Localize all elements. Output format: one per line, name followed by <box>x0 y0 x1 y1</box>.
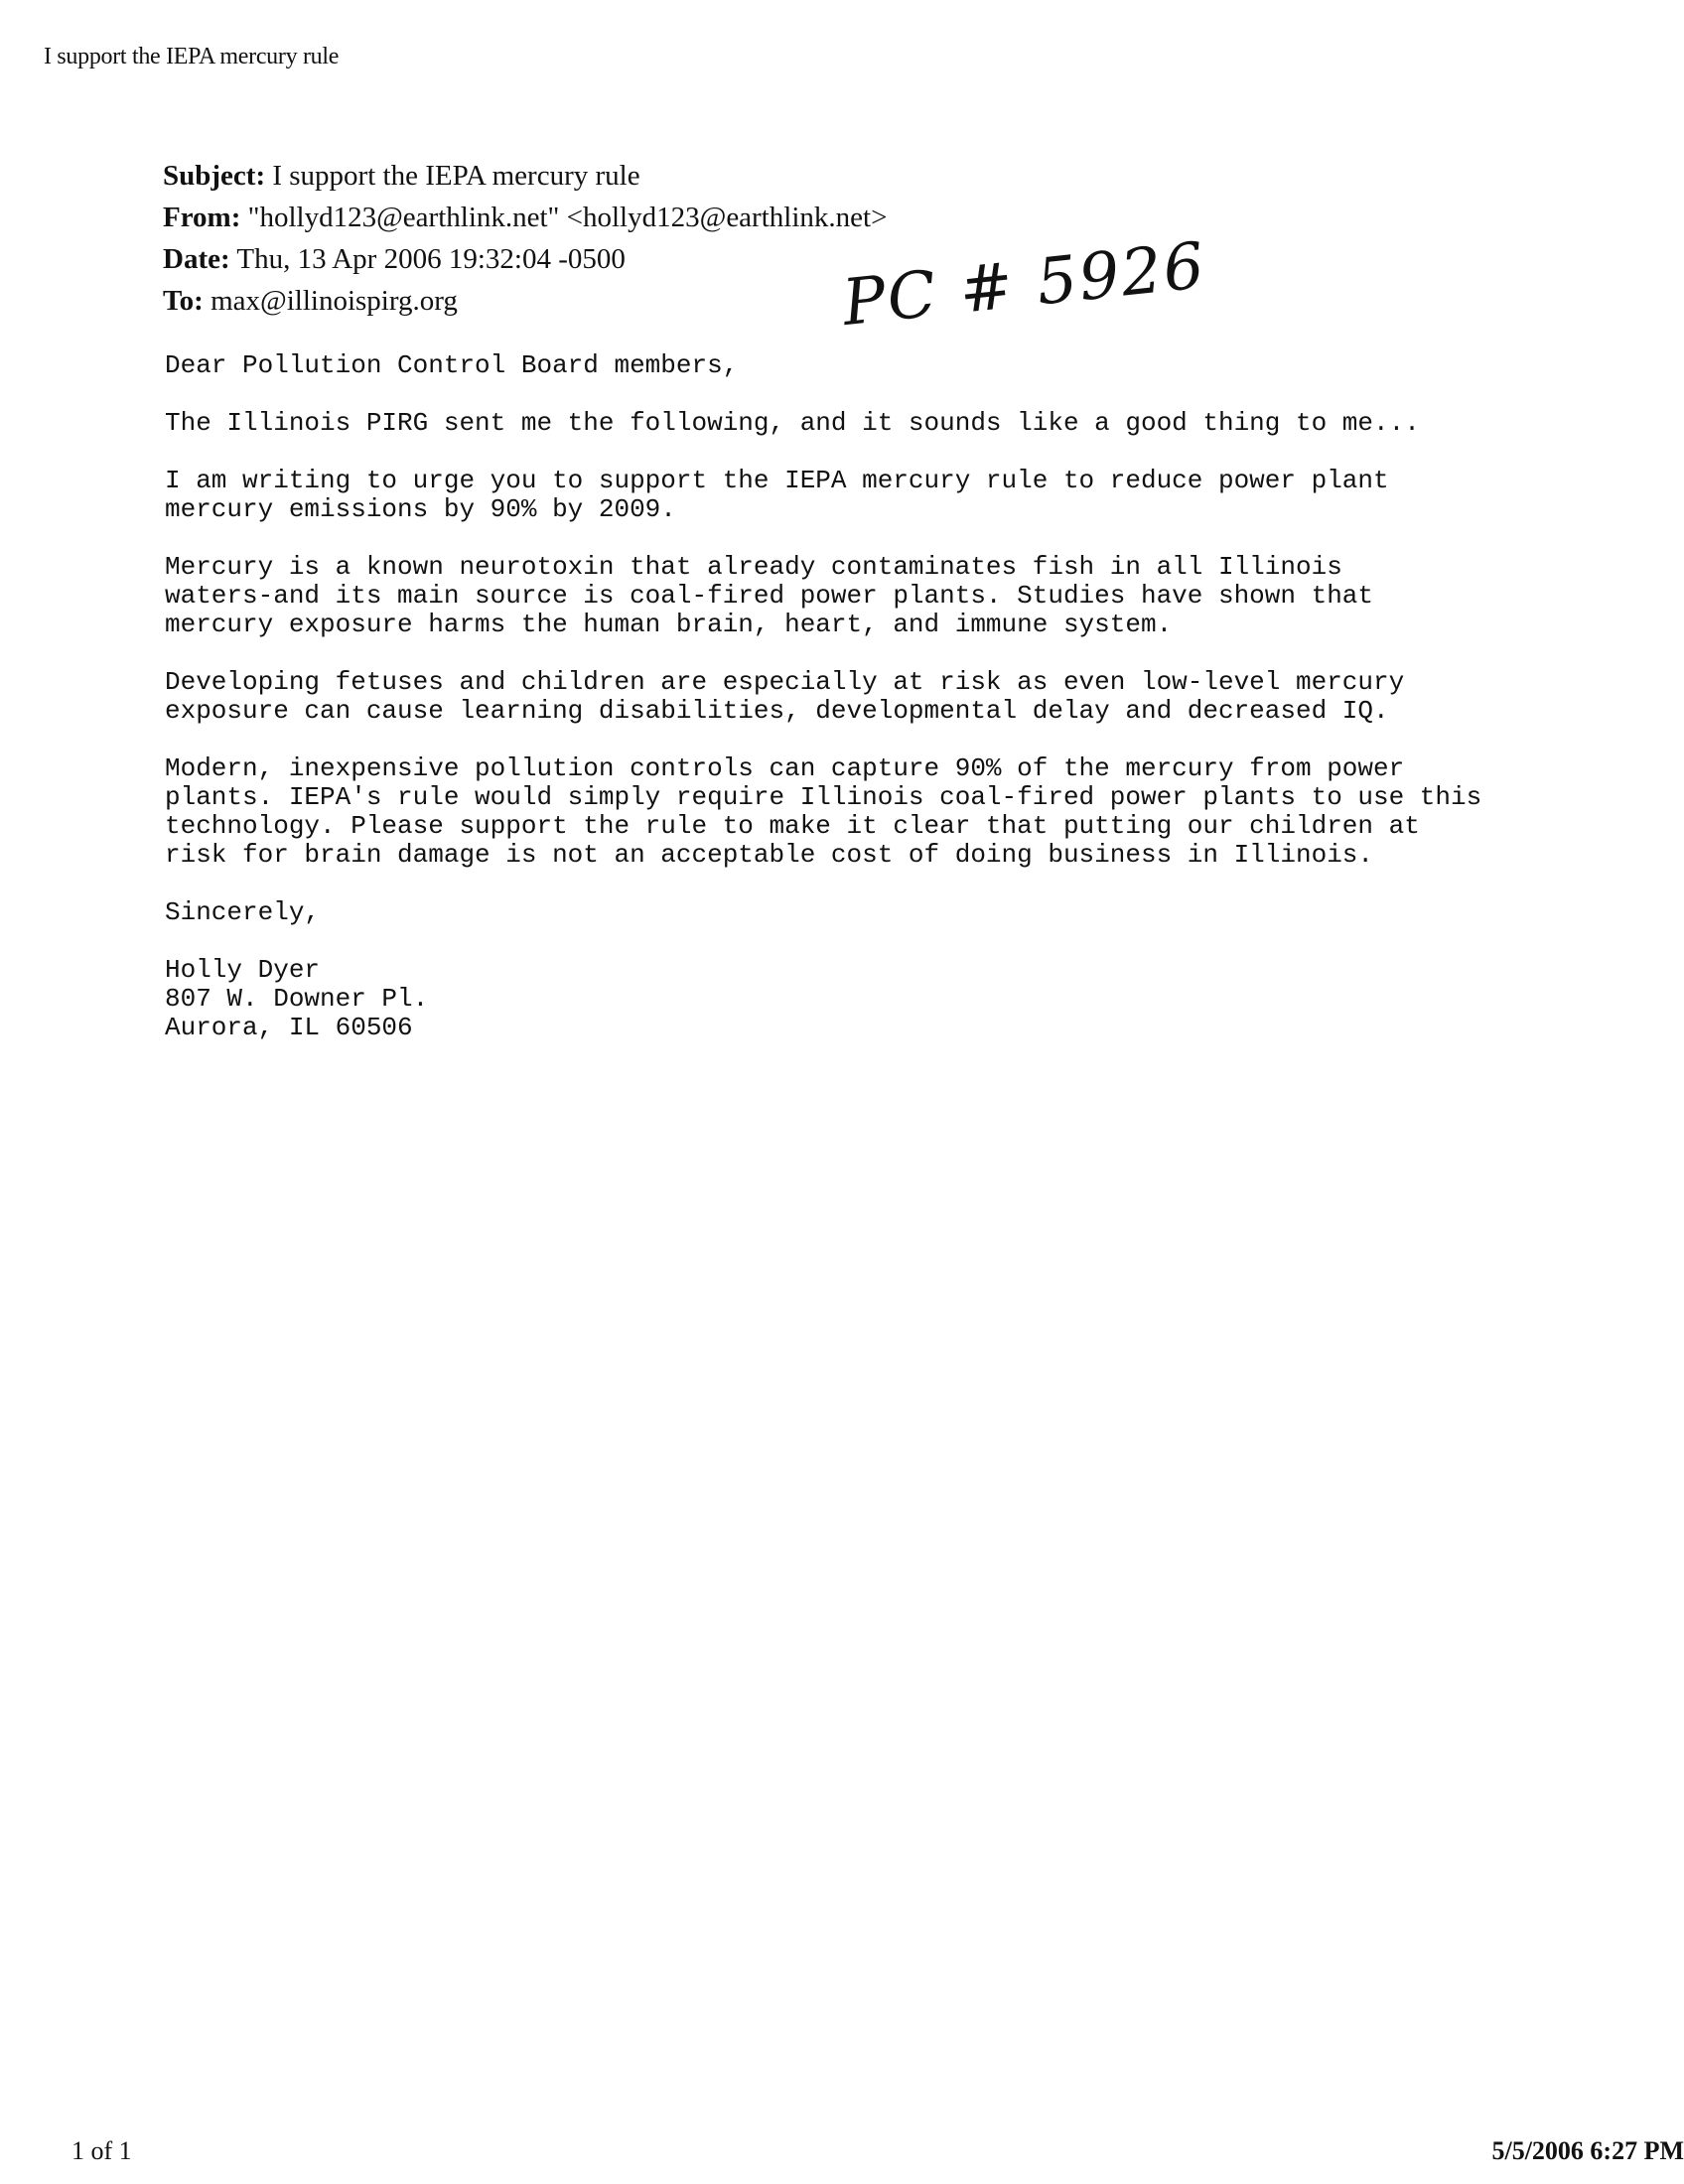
body-paragraph: Mercury is a known neurotoxin that already contaminates fish in all Illinois waters-and its main source is coal-fired power plants. Studies have shown that mercury exposure harms the human brain, heart, and immune system. <box>165 552 1373 639</box>
from-value: "hollyd123@earthlink.net" <hollyd123@earthlink.net> <box>247 202 888 233</box>
from-line <box>163 197 887 238</box>
date-line <box>163 238 887 280</box>
to-line <box>163 280 887 322</box>
date-label: Date: <box>163 243 230 275</box>
to-label: To: <box>163 285 204 317</box>
handwritten-pc-number: PC # 5926 <box>839 229 1210 341</box>
to-value: max@illinoispirg.org <box>210 285 458 317</box>
closing: Sincerely, <box>165 897 321 927</box>
body-paragraph: The Illinois PIRG sent me the following, and it sounds like a good thing to me... <box>165 408 1420 438</box>
page-header-title: I support the IEPA mercury rule <box>44 44 340 69</box>
body-paragraph: I am writing to urge you to support the IEPA mercury rule to reduce power plant mercury emissions by 90% by 2009. <box>165 466 1389 524</box>
subject-line <box>163 155 887 197</box>
body-paragraph: Modern, inexpensive pollution controls can capture 90% of the mercury from power plants. IEPA's rule would simply require Illinois coal-fired power plants to use this technology. Please support the rule to make it clear that putting our children at risk for brain damage is not an acceptable cost of doing business in Illinois. <box>165 753 1482 870</box>
subject-label: Subject: <box>163 160 266 192</box>
email-headers <box>163 155 887 322</box>
greeting: Dear Pollution Control Board members, <box>165 350 739 380</box>
signature-block: Holly Dyer 807 W. Downer Pl. Aurora, IL 60506 <box>165 955 429 1042</box>
body-paragraph: Developing fetuses and children are especially at risk as even low-level mercury exposure can cause learning disabilities, developmental delay and decreased IQ. <box>165 667 1405 726</box>
date-value: Thu, 13 Apr 2006 19:32:04 -0500 <box>236 243 626 275</box>
email-body <box>165 351 1595 1042</box>
print-timestamp: 5/5/2006 6:27 PM <box>1491 2136 1684 2165</box>
page-number: 1 of 1 <box>71 2136 132 2165</box>
subject-value: I support the IEPA mercury rule <box>272 160 640 192</box>
from-label: From: <box>163 202 241 233</box>
